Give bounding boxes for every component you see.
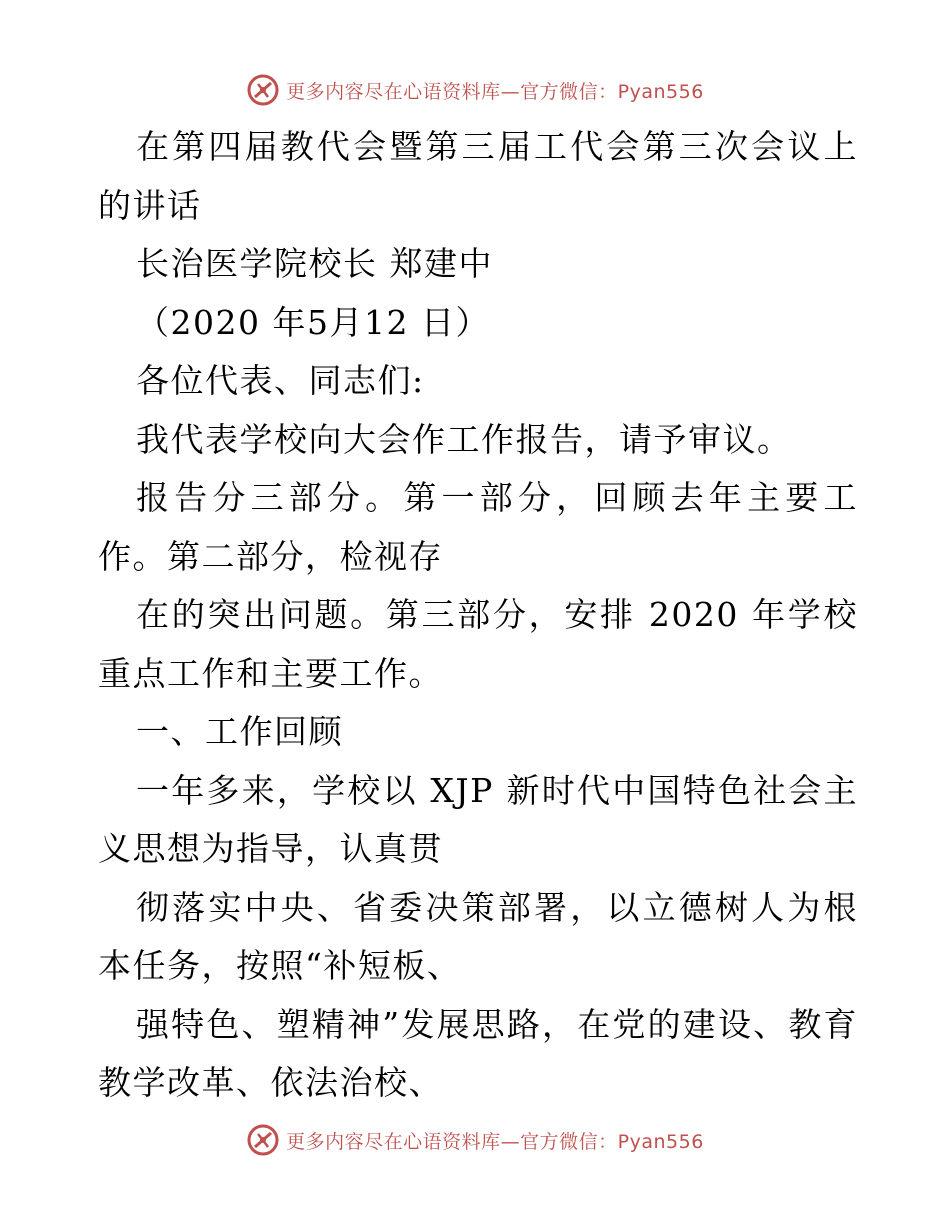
body-paragraph: 彻落实中央、省委决策部署，以立德树人为根本任务，按照“补短板、	[98, 887, 858, 985]
salutation: 各位代表、同志们:	[136, 361, 425, 400]
ribbon-logo-icon	[246, 73, 280, 107]
watermark-text: 更多内容尽在心语资料库—官方微信：Pyan556	[286, 80, 704, 103]
watermark-footer	[0, 1120, 950, 1160]
body-paragraph: 强特色、塑精神”发展思路，在党的建设、教育教学改革、依法治校、	[98, 1004, 858, 1102]
speech-title: 在第四届教代会暨第三届工代会第三次会议上的讲话	[98, 127, 858, 225]
speech-date: （2020 年5月12 日）	[136, 302, 490, 342]
section-heading: 一、工作回顾	[136, 712, 343, 751]
watermark-text: 更多内容尽在心语资料库—官方微信：Pyan556	[286, 1130, 704, 1153]
document-body	[98, 118, 858, 1113]
body-paragraph: 我代表学校向大会作工作报告，请予审议。	[136, 419, 792, 459]
body-paragraph: 一年多来，学校以 XJP 新时代中国特色社会主义思想为指导，认真贯	[98, 770, 858, 868]
ribbon-logo-icon	[246, 1123, 280, 1157]
body-paragraph: 在的突出问题。第三部分，安排 2020 年学校重点工作和主要工作。	[98, 595, 858, 693]
body-paragraph: 报告分三部分。第一部分，回顾去年主要工作。第二部分，检视存	[98, 478, 858, 576]
speaker-line: 长治医学院校长 郑建中	[136, 244, 493, 283]
watermark-header	[0, 70, 950, 110]
